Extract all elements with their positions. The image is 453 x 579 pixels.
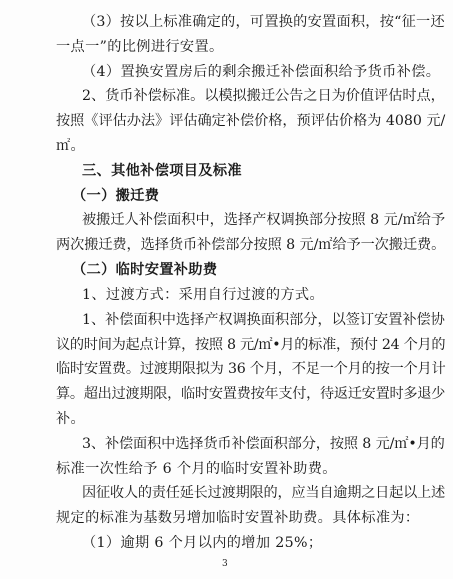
paragraph-line: 按照《评估办法》评估确定补偿价格，预评估价格为 4080 元/	[56, 113, 446, 129]
paragraph-line: 3、补偿面积中选择货币补偿面积部分，按照 8 元/㎡•月的	[82, 436, 445, 452]
paragraph-line: 2、货币补偿标准。以模拟搬迁公告之日为价值评估时点，	[82, 88, 445, 104]
paragraph-line: 补。	[56, 411, 86, 427]
paragraph-line: 1、过渡方式：采用自行过渡的方式。	[82, 287, 324, 303]
paragraph-line: 议的时间为起点计算，按照 8 元/㎡•月的标准，预付 24 个月的	[56, 337, 446, 353]
paragraph-line: 被搬迁人补偿面积中，选择产权调换部分按照 8 元/㎡给予	[82, 212, 446, 228]
paragraph-line: 两次搬迁费，选择货币补偿部分按照 8 元/㎡给予一次搬迁费。	[56, 237, 446, 253]
paragraph-line: 规定的标准为基数另增加临时安置补助费。具体标准为：	[56, 510, 420, 526]
paragraph-line: 临时安置费。过渡期限拟为 36 个月，不足一个月的按一个月计	[56, 361, 446, 377]
paragraph-line: （4）置换安置房后的剩余搬迁补偿面积给予货币补偿。	[82, 64, 441, 80]
section-heading: 三、其他补偿项目及标准	[82, 163, 242, 179]
paragraph-line: （3）按以上标准确定的，可置换的安置面积，按“征一还	[82, 14, 445, 30]
paragraph-line: 1、补偿面积中选择产权调换面积部分，以签订安置补偿协	[82, 312, 445, 328]
paragraph-line: （1）逾期 6 个月以内的增加 25%；	[82, 535, 323, 551]
page-number: 3	[222, 559, 228, 569]
paragraph-line: 算。超出过渡期限，临时安置费按年支付，待返迁安置时多退少	[56, 386, 446, 402]
paragraph-line: 一点一”的比例进行安置。	[56, 39, 224, 55]
paragraph-line: ㎡。	[56, 138, 86, 154]
subsection-heading: （一）搬迁费	[72, 188, 160, 204]
subsection-heading: （二）临时安置补助费	[72, 262, 218, 278]
paragraph-line: 因征收人的责任延长过渡期限的，应当自逾期之日起以上述	[82, 485, 445, 501]
paragraph-line: 标准一次性给予 6 个月的临时安置补助费。	[56, 461, 337, 477]
